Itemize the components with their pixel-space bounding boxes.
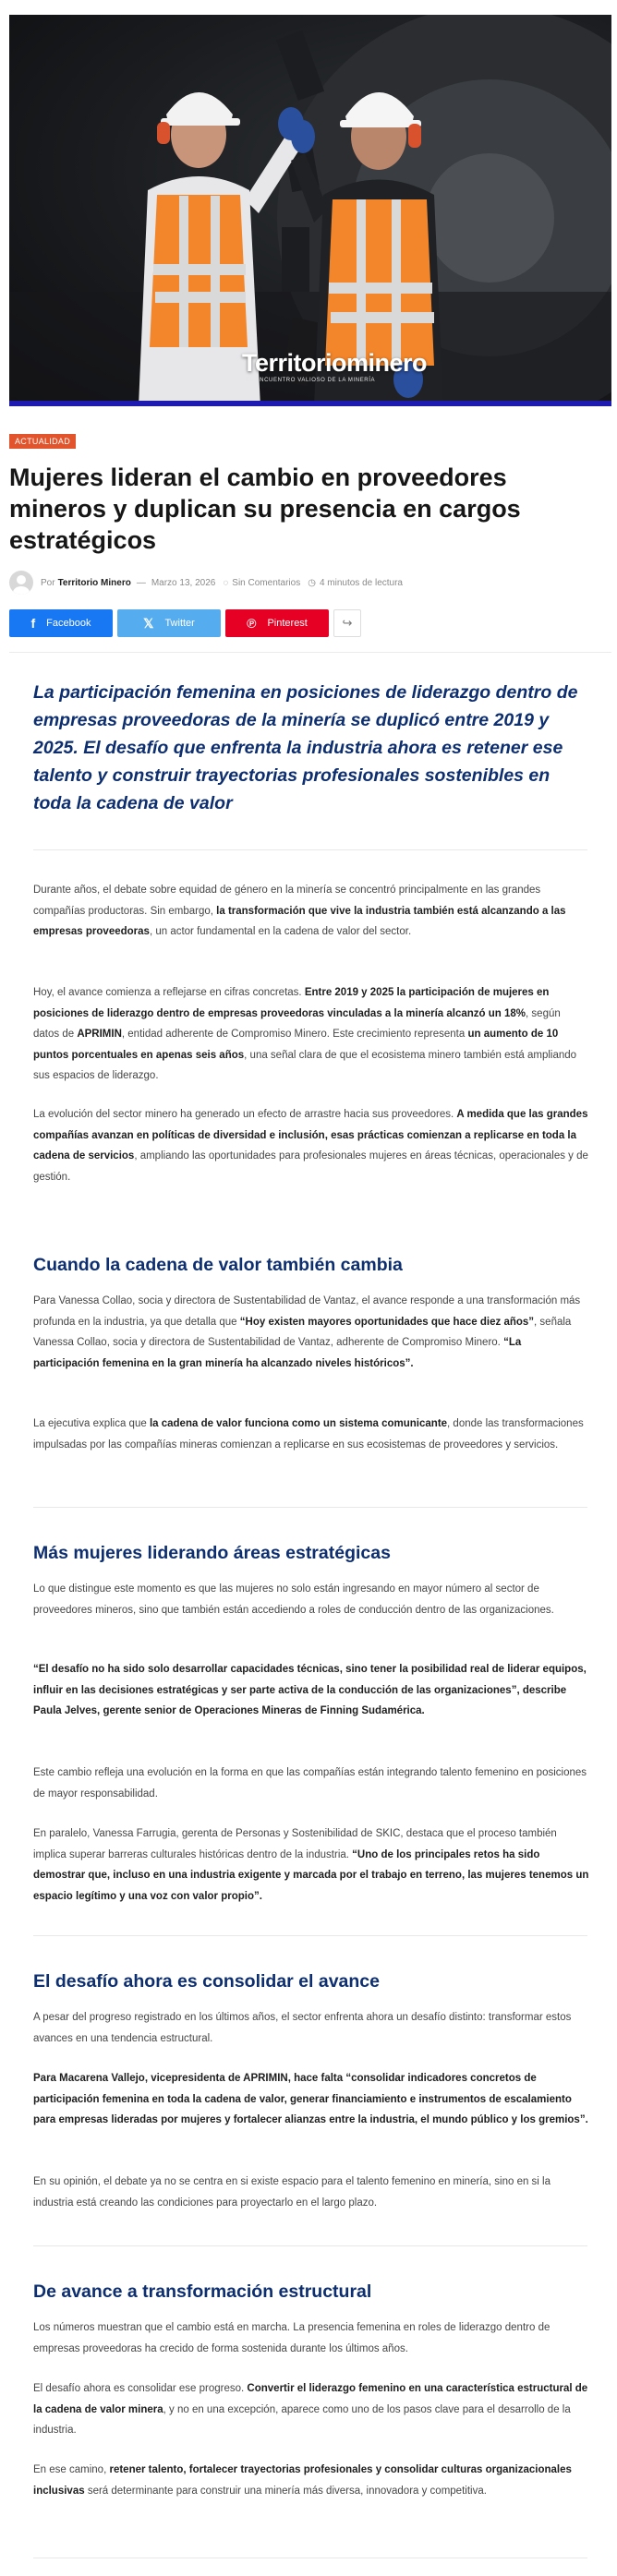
divider <box>33 1935 587 1936</box>
divider <box>33 849 587 850</box>
paragraph: A pesar del progreso registrado en los últimos años, el sector enfrenta ahora un desafío distinto: transformar estos avances en una tendencia estructural. <box>33 2012 572 2044</box>
paragraph: Durante años, el debate sobre equidad de género en la minería se concentró principalmente en las grandes compañías productoras. Sin embargo, la transformación que vive la industria también está alcanzando a las empresas proveedoras, un actor fundamental en la cadena de valor del sector. <box>33 885 566 937</box>
publish-date: Marzo 13, 2026 <box>151 577 216 588</box>
x-twitter-icon: 𝕏 <box>143 615 154 631</box>
quote-paragraph: “El desafío no ha sido solo desarrollar capacidades técnicas, sino tener la posibilidad real de liderar equipos, influir en las decisiones estratégicas y ser parte activa de la conducción de las organizaciones”, describe Paula Jelves, gerente senior de Operaciones Mineras de Finning Sudamérica. <box>33 1664 587 1716</box>
share-twitter-button[interactable] <box>117 609 221 637</box>
hero-image <box>9 15 611 406</box>
facebook-icon: f <box>30 616 36 631</box>
article-meta <box>9 570 403 596</box>
share-pinterest-label: Pinterest <box>267 618 308 629</box>
paragraph: La evolución del sector minero ha generado un efecto de arrastre hacia sus proveedores. A medida que las grandes compañías avanzan en políticas de diversidad e inclusión, esas prácticas comienzan a replicarse en toda la cadena de servicios, ampliando las oportunidades para profesionales mujeres en áreas técnicas, operacionales y de gestión. <box>33 1109 588 1183</box>
read-time: 4 minutos de lectura <box>319 577 403 588</box>
quote-paragraph: Para Macarena Vallejo, vicepresidenta de APRIMIN, hace falta “consolidar indicadores concretos de participación femenina en toda la cadena de valor, generar financiamiento e instrumentos de escalamiento para empresas lideradas por mujeres y fortalecer alianzas entre la industria, el mundo público y los gremios”. <box>33 2073 588 2125</box>
comments-icon: ◌ <box>223 577 229 588</box>
divider <box>9 652 611 653</box>
author-name[interactable]: Territorio Minero <box>57 577 131 588</box>
paragraph: Hoy, el avance comienza a reflejarse en cifras concretas. Entre 2019 y 2025 la participación de mujeres en posiciones de liderazgo dentro de empresas proveedoras vinculadas a la minería alcanzó un 18%, según datos de APRIMIN, entidad adherente de Compromiso Minero. Este crecimiento representa un aumento de 10 puntos porcentuales en apenas seis años, una señal clara de que el ecosistema minero también está ampliando sus espacios de liderazgo. <box>33 987 577 1081</box>
section-heading: De avance a transformación estructural <box>33 2281 372 2302</box>
watermark-logo: Territoriominero <box>242 349 428 377</box>
paragraph: Este cambio refleja una evolución en la forma en que las compañías están integrando talento femenino en posiciones de mayor responsabilidad. <box>33 1767 587 1800</box>
paragraph: Los números muestran que el cambio está en marcha. La presencia femenina en roles de liderazgo dentro de empresas proveedoras ha crecido de forma sostenida durante los últimos años. <box>33 2322 550 2354</box>
share-pinterest-button[interactable] <box>225 609 329 637</box>
meta-separator: — <box>136 577 146 588</box>
paragraph: La ejecutiva explica que la cadena de valor funciona como un sistema comunicante, donde las transformaciones impulsadas por las compañías mineras comienzan a replicarse en sus ecosistemas de proveedores y servicios. <box>33 1418 584 1451</box>
glove-right <box>291 120 315 153</box>
share-arrow-icon: ↪ <box>342 616 353 630</box>
share-facebook-button[interactable] <box>9 609 113 637</box>
divider <box>33 2245 587 2246</box>
section-heading: Cuando la cadena de valor también cambia <box>33 1255 403 1275</box>
paragraph: Lo que distingue este momento es que las mujeres no solo están ingresando en mayor número al sector de proveedores mineros, sino que también están accediendo a roles de conducción dentro de las organizaciones. <box>33 1583 554 1616</box>
category-badge[interactable]: ACTUALIDAD <box>9 434 76 449</box>
author-avatar[interactable] <box>9 571 33 595</box>
watermark-tagline: EL ENCUENTRO VALIOSO DE LA MINERÍA <box>246 378 376 383</box>
article-lead: La participación femenina en posiciones de liderazgo dentro de empresas proveedoras de la minería se duplicó entre 2019 y 2025. El desafío que enfrenta la industria ahora es retener ese talento y construir trayectorias profesionales sostenibles en toda la cadena de valor <box>33 682 578 813</box>
paragraph: En ese camino, retener talento, fortalecer trayectorias profesionales y consolidar culturas organizacionales inclusivas será determinante para construir una minería más diversa, innovadora y competitiva. <box>33 2464 572 2497</box>
section-heading: Más mujeres liderando áreas estratégicas <box>33 1543 391 1563</box>
clock-icon: ◷ <box>308 577 316 588</box>
paragraph: En su opinión, el debate ya no se centra en si existe espacio para el talento femenino en minería, sino en si la industria está creando las condiciones para proyectarlo en el largo plazo. <box>33 2176 551 2209</box>
divider <box>33 1507 587 1508</box>
share-twitter-label: Twitter <box>164 618 195 629</box>
by-label: Por <box>41 577 55 588</box>
share-facebook-label: Facebook <box>46 618 91 629</box>
tire-hub <box>425 153 554 283</box>
article-title: Mujeres lideran el cambio en proveedores mineros y duplican su presencia en cargos estratégicos <box>9 463 521 554</box>
pinterest-icon: ℗ <box>247 616 257 631</box>
hero-illustration <box>9 15 611 406</box>
paragraph: En paralelo, Vanessa Farrugia, gerenta de Personas y Sostenibilidad de SKIC, destaca que el proceso también implica superar barreras culturales históricas dentro de la industria. “Uno de los principales retos ha sido demostrar que, incluso en una industria exigente y marcada por el trabajo en terreno, las mujeres tenemos un espacio legítimo y una voz con valor propio”. <box>33 1828 589 1902</box>
paragraph: Para Vanessa Collao, socia y directora de Sustentabilidad de Vantaz, el avance responde a una transformación más profunda en la industria, ya que detalla que “Hoy existen mayores oportunidades que hace diez años”, señala Vanessa Collao, socia y directora de Sustentabilidad de Vantaz, adherente de Compromiso Minero. “La participación femenina en la gran minería ha alcanzado niveles históricos”. <box>33 1295 581 1369</box>
section-heading: El desafío ahora es consolidar el avance <box>33 1971 380 1992</box>
share-more-button[interactable] <box>333 609 361 637</box>
comments-count[interactable]: Sin Comentarios <box>232 577 301 588</box>
paragraph: El desafío ahora es consolidar ese progreso. Convertir el liderazgo femenino en una característica estructural de la cadena de valor minera, y no en una excepción, aparece como uno de los pasos clave para el desarrollo de la industria. <box>33 2383 588 2436</box>
